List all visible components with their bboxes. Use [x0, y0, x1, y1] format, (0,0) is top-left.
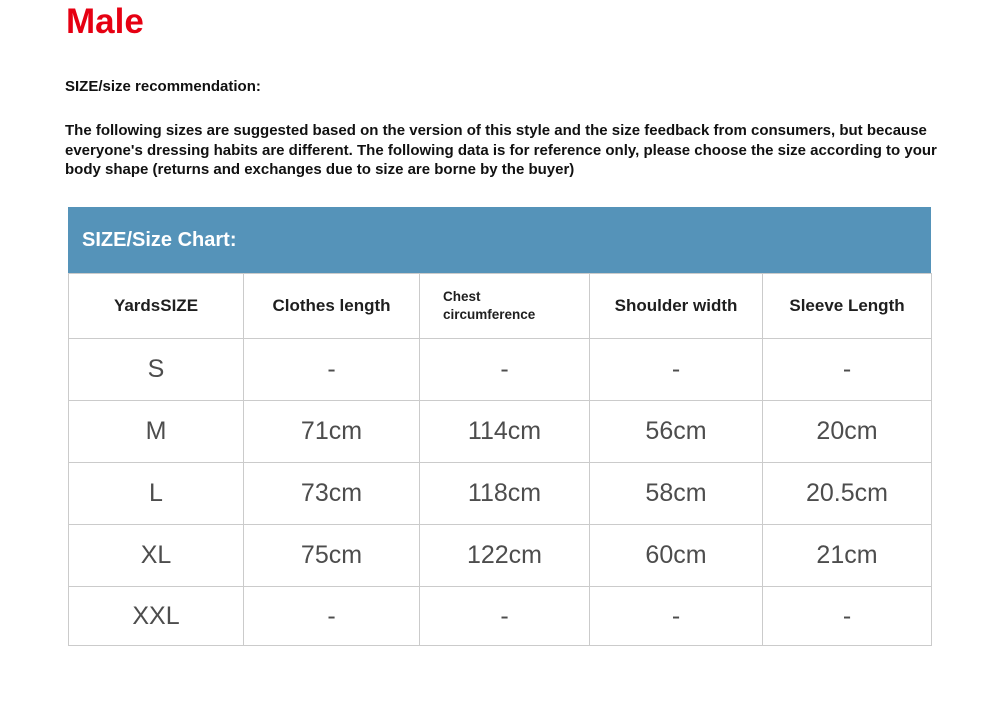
- size-cell: XXL: [69, 587, 244, 646]
- chest-circumference-cell: -: [420, 587, 590, 646]
- table-row-xl: [69, 525, 932, 587]
- sleeve-length-cell: 20cm: [763, 401, 932, 463]
- page-title: Male: [66, 2, 144, 41]
- table-row-xxl: [69, 587, 932, 646]
- column-header-shoulder-width: Shoulder width: [590, 274, 763, 339]
- sleeve-length-cell: -: [763, 339, 932, 401]
- size-cell: L: [69, 463, 244, 525]
- size-table: [68, 273, 932, 646]
- column-header-size: YardsSIZE: [69, 274, 244, 339]
- chest-circumference-cell: 118cm: [420, 463, 590, 525]
- chest-circumference-cell: 114cm: [420, 401, 590, 463]
- shoulder-width-cell: -: [590, 339, 763, 401]
- size-cell: M: [69, 401, 244, 463]
- clothes-length-cell: 71cm: [244, 401, 420, 463]
- column-header-chest-circumference: [420, 274, 590, 339]
- shoulder-width-cell: 56cm: [590, 401, 763, 463]
- section-title: SIZE/size recommendation:: [65, 78, 261, 95]
- column-header-chest-circumference-label: Chest circumference: [443, 289, 536, 322]
- size-cell: XL: [69, 525, 244, 587]
- sleeve-length-cell: 21cm: [763, 525, 932, 587]
- shoulder-width-cell: -: [590, 587, 763, 646]
- shoulder-width-cell: 58cm: [590, 463, 763, 525]
- table-row-m: [69, 401, 932, 463]
- chest-circumference-cell: 122cm: [420, 525, 590, 587]
- clothes-length-cell: 73cm: [244, 463, 420, 525]
- column-header-sleeve-length: Sleeve Length: [763, 274, 932, 339]
- clothes-length-cell: 75cm: [244, 525, 420, 587]
- column-header-clothes-length: Clothes length: [244, 274, 420, 339]
- size-cell: S: [69, 339, 244, 401]
- sleeve-length-cell: 20.5cm: [763, 463, 932, 525]
- size-chart: [68, 207, 931, 646]
- size-table-header-row: [69, 274, 932, 339]
- clothes-length-cell: -: [244, 339, 420, 401]
- table-row-s: [69, 339, 932, 401]
- sleeve-length-cell: -: [763, 587, 932, 646]
- table-row-l: [69, 463, 932, 525]
- description-text: The following sizes are suggested based on the version of this style and the size feedback from consumers, but because everyone's dressing habits are different. The following data is for reference only, please choose the size according to your body shape (returns and exchanges due to size are borne by the buyer): [65, 122, 937, 178]
- clothes-length-cell: -: [244, 587, 420, 646]
- size-chart-banner-title: SIZE/Size Chart:: [82, 228, 237, 251]
- size-chart-banner: [68, 207, 931, 273]
- shoulder-width-cell: 60cm: [590, 525, 763, 587]
- chest-circumference-cell: -: [420, 339, 590, 401]
